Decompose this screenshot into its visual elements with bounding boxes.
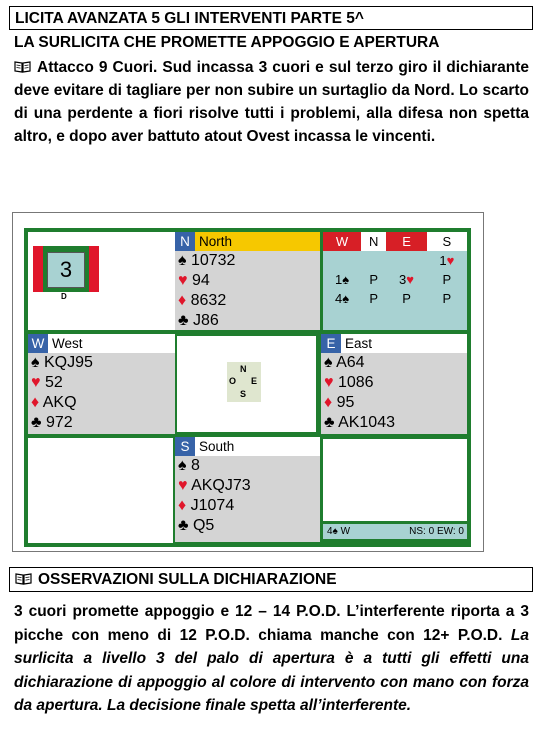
heart-icon: ♥ <box>178 272 188 289</box>
west-diamonds: ♦ AKQ <box>31 394 77 411</box>
west-hearts: ♥ 52 <box>31 374 63 391</box>
diamond-icon: ♦ <box>324 394 333 411</box>
score: NS: 0 EW: 0 <box>409 526 464 537</box>
table-center <box>177 336 316 432</box>
contract: 4♠ W <box>327 526 351 537</box>
empty-cell <box>323 439 467 521</box>
lesson-title-box <box>9 6 533 30</box>
diamond-icon: ♦ <box>178 497 187 514</box>
compass-icon: N O E S <box>227 362 261 402</box>
south-hand <box>175 437 320 542</box>
north-spades: ♠ 10732 <box>178 252 236 269</box>
club-icon: ♣ <box>324 414 335 431</box>
west-spades: ♠ KQJ95 <box>31 354 93 371</box>
bridge-diagram <box>24 228 471 547</box>
dealer-marker: D <box>61 292 67 301</box>
east-hand <box>321 334 467 434</box>
club-icon: ♣ <box>31 414 42 431</box>
bidding-header-row <box>323 232 467 251</box>
open-book-icon <box>15 573 32 585</box>
lesson-title: LICITA AVANZATA 5 GLI INTERVENTI PARTE 5^ <box>15 10 364 27</box>
intro-text: Attacco 9 Cuori. Sud incassa 3 cuori e sul terzo giro il dichiarante deve evitare di tagliare per non subire un surtaglio da Nord. Lo scarto di una perdente a fiori risolve tutti i problemi, alla difesa non spetta altro, e dopo aver battuto atout Ovest incassa le vincenti. <box>14 59 529 145</box>
observations-text: 3 cuori promette appoggio e 12 – 14 P.O.D. L’interferente riporta a 3 picche con meno di 12 P.O.D. chiama manche con 12+ P.O.D. <box>14 603 529 644</box>
bid-cell: 1♥ <box>439 253 455 268</box>
north-hearts: ♥ 94 <box>178 272 210 289</box>
open-book-icon <box>14 61 31 73</box>
heart-icon: ♥ <box>31 374 41 391</box>
north-clubs: ♣ J86 <box>178 312 219 329</box>
east-spades: ♠ A64 <box>324 354 365 371</box>
south-spades: ♠ 8 <box>178 457 200 474</box>
bid-header-s: S <box>427 232 467 251</box>
north-badge: N <box>175 232 195 251</box>
west-name: West <box>52 336 83 351</box>
diamond-icon: ♦ <box>178 292 187 309</box>
bidding-row: 4♠ P P P <box>334 291 452 306</box>
observations-title: OSSERVAZIONI SULLA DICHIARAZIONE <box>38 571 337 588</box>
south-clubs: ♣ Q5 <box>178 517 215 534</box>
south-badge: S <box>175 437 195 456</box>
north-hand <box>175 232 320 330</box>
diamond-icon: ♦ <box>31 394 40 411</box>
spade-icon: ♠ <box>31 354 40 371</box>
heart-icon: ♥ <box>324 374 334 391</box>
board-number-cell <box>28 232 175 330</box>
observations-paragraph <box>14 600 529 718</box>
observations-title-box <box>9 567 533 592</box>
spade-icon: ♠ <box>324 354 333 371</box>
bid-header-w: W <box>323 232 361 251</box>
west-hand <box>28 334 175 434</box>
bidding-table <box>323 232 467 330</box>
contract-footer <box>323 524 467 539</box>
east-hearts: ♥ 1086 <box>324 374 374 391</box>
west-clubs: ♣ 972 <box>31 414 73 431</box>
bidding-row <box>323 251 467 270</box>
spade-icon: ♠ <box>178 457 187 474</box>
heart-icon: ♥ <box>178 477 188 494</box>
board-tray <box>33 246 99 292</box>
intro-paragraph <box>14 56 529 148</box>
west-header <box>28 334 175 353</box>
bid-header-e: E <box>386 232 426 251</box>
empty-cell <box>28 438 173 543</box>
north-diamonds: ♦ 8632 <box>178 292 227 309</box>
east-badge: E <box>321 334 341 353</box>
south-name: South <box>199 439 235 454</box>
north-header <box>175 232 320 251</box>
observations-italic-text: La surlicita a livello 3 del palo di apertura è a tutti gli effetti una dichiarazione di appoggio al colore di intervento con mano con forza da apertura. La decisione finale spetta all’interferente. <box>14 626 529 715</box>
west-badge: W <box>28 334 48 353</box>
club-icon: ♣ <box>178 312 189 329</box>
south-hearts: ♥ AKQJ73 <box>178 477 251 494</box>
bidding-row: 1♠ P 3♥ P <box>323 270 467 289</box>
north-name: North <box>199 234 233 249</box>
section-subtitle: LA SURLICITA CHE PROMETTE APPOGGIO E APERTURA <box>14 34 440 51</box>
spade-icon: ♠ <box>178 252 187 269</box>
east-diamonds: ♦ 95 <box>324 394 355 411</box>
east-name: East <box>345 336 373 351</box>
east-clubs: ♣ AK1043 <box>324 414 395 431</box>
board-number: 3 <box>47 252 85 288</box>
bid-header-n: N <box>361 232 386 251</box>
south-header <box>175 437 320 456</box>
bid-cell: 3♥ <box>399 272 414 287</box>
club-icon: ♣ <box>178 517 189 534</box>
south-diamonds: ♦ J1074 <box>178 497 235 514</box>
bid-cell: 1♠ <box>334 272 350 287</box>
east-header <box>321 334 467 353</box>
